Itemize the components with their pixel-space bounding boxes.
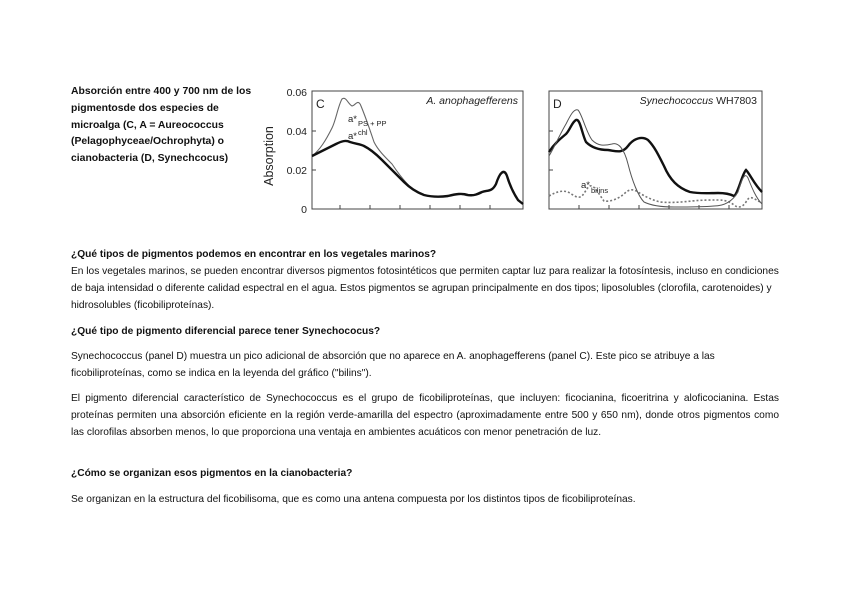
species-label — [640, 95, 757, 107]
species-strain: WH7803 — [713, 95, 757, 107]
species-label: A. anophagefferens — [426, 95, 518, 107]
question-heading: ¿Qué tipo de pigmento diferencial parece tener Synechococus? — [71, 326, 381, 337]
species-genus: Synechococcus — [639, 95, 714, 107]
y-tick-label: 0.04 — [286, 126, 307, 138]
question-heading: ¿Cómo se organizan esos pigmentos en la cianobacteria? — [71, 468, 353, 479]
answer-block — [71, 491, 779, 508]
curve-chl — [312, 141, 523, 204]
legend-bilins-main: a* — [581, 180, 590, 191]
figure-caption: Absorción entre 400 y 700 nm de los pigmentosde dos especies de microalga (C, A = Aureococcus (Pelagophyceae/Ochrophyta) o cianobacteria (D, Synechcocus) — [71, 86, 252, 165]
answer-paragraph: En los vegetales marinos, se pueden encontrar diversos pigmentos fotosintéticos que permiten captar luz para realizar la fotosíntesis, incluso en condiciones de baja intensidad o diferente calidad espectral en el agua. Estos pigmentos se agrupan principalmente en dos tipos; liposolubles (clorofila, carotenoides) y hidrosolubles (ficobiliproteínas). — [71, 266, 779, 311]
answer-block — [71, 390, 779, 441]
y-tick-label: 0.02 — [286, 165, 307, 177]
legend-bilins — [581, 180, 608, 195]
answer-block — [71, 348, 779, 382]
section-organization — [71, 465, 779, 482]
answer-paragraph: El pigmento diferencial característico de Synechococcus es el grupo de ficobiliproteínas, que incluyen: ficocianina, ficoeritrina y aloficocianina. Estas proteínas permiten una absorción eficiente en la región verde-amarilla del espectro (aproximadamente entre 500 y 650 nm), donde otros pigmentos como las clorofilas absorben menos, lo que proporciona una ventaja en ambientes acuáticos con menor penetración de luz. — [71, 393, 779, 438]
legend-chl — [348, 128, 368, 142]
y-tick-label: 0 — [301, 204, 307, 216]
panel-label: C — [316, 97, 325, 111]
answer-paragraph: Synechococcus (panel D) muestra un pico adicional de absorción que no aparece en A. anophagefferens (panel C). Este pico se atribuye a las ficobiliproteínas, como se indica en la leyenda del gráfico ("bilins"). — [71, 351, 715, 379]
question-heading: ¿Qué tipos de pigmentos podemos en encontrar en los vegetales marinos? — [71, 249, 437, 260]
figure-panel-c — [260, 84, 528, 220]
section-pigment-types — [71, 246, 779, 314]
legend-ps-pp — [348, 114, 387, 128]
legend-ps-sub: PS + PP — [357, 119, 387, 128]
legend-chl-main: a* — [348, 131, 357, 142]
y-axis-label: Absorption — [262, 126, 276, 186]
y-tick-label: 0.06 — [286, 87, 307, 99]
section-differential-pigment — [71, 323, 779, 340]
answer-paragraph: Se organizan en la estructura del ficobilisoma, que es como una antena compuesta por los distintos tipos de ficobiliproteínas. — [71, 494, 636, 505]
panel-label: D — [553, 97, 562, 111]
figure-panel-d — [542, 84, 768, 220]
legend-chl-sub: chl — [357, 128, 368, 137]
legend-bilins-sub: bilins — [590, 186, 609, 195]
legend-ps-main: a* — [348, 114, 357, 125]
